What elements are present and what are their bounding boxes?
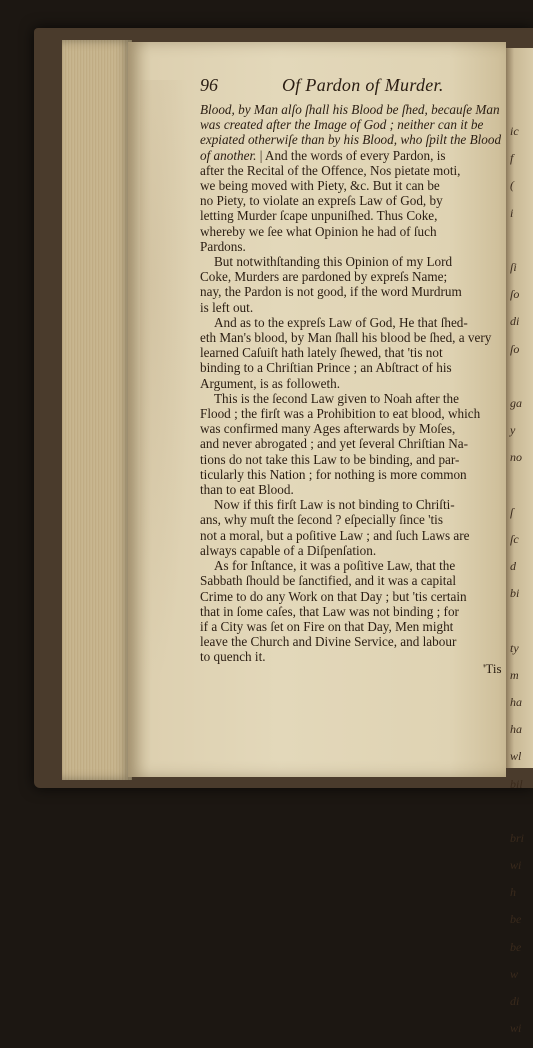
facing-page-fragment-text: f bbox=[510, 151, 514, 166]
facing-page-fragment-text: bri bbox=[510, 830, 525, 845]
text-line: than to eat Blood. bbox=[200, 482, 294, 498]
facing-page-fragment-text: be bbox=[510, 939, 522, 954]
text-line: Flood ; the firſt was a Prohibition to eat blood, which bbox=[200, 406, 481, 422]
text-line bbox=[200, 148, 500, 163]
facing-page-fragment-text: d bbox=[510, 559, 516, 573]
text-line: not a moral, but a poſitive Law ; and ſuch Laws are bbox=[200, 527, 470, 543]
facing-page-fragment-text: y bbox=[510, 423, 516, 438]
text-line: if a City was ſet on Fire on that Day, Men might bbox=[200, 618, 454, 634]
facing-page-fragment-text: ga bbox=[510, 395, 522, 410]
text-fragment: of another. bbox=[200, 147, 257, 163]
page-edges bbox=[62, 40, 132, 780]
text-line: is left out. bbox=[200, 299, 254, 315]
text-line: to quench it. bbox=[200, 649, 266, 665]
text-line: Crime to do any Work on that Day ; but 'tis certain bbox=[200, 588, 467, 604]
text-line: learned Caſuiſt hath lately ſhewed, that 'tis not bbox=[200, 345, 443, 361]
facing-page-fragment-text: ſo bbox=[510, 341, 520, 356]
text-line: letting Murder ſcape unpuniſhed. Thus Coke, bbox=[200, 208, 438, 224]
text-fragment: | And the words of every Pardon, is bbox=[259, 147, 446, 163]
facing-page-fragment-text: ſc bbox=[510, 531, 519, 546]
text-line: Argument, is as followeth. bbox=[200, 375, 341, 391]
page-text bbox=[200, 75, 502, 665]
text-line: tions do not take this Law to be binding, and par- bbox=[200, 451, 460, 467]
text-line: was created after the Image of God ; neither can it be bbox=[200, 117, 484, 133]
page-number: 96 bbox=[200, 75, 218, 95]
text-line: nay, the Pardon is not good, if the word Murdrum bbox=[200, 284, 462, 300]
facing-page-fragment-text bbox=[506, 477, 533, 504]
facing-page-fragment-text: be bbox=[510, 912, 522, 927]
facing-page-fragment bbox=[506, 48, 533, 1036]
facing-page-fragment-text: ic bbox=[510, 124, 519, 138]
facing-page-fragment-text: bi bbox=[510, 586, 520, 601]
text-line: eth Man's blood, by Man ſhall his blood be ſhed, a very bbox=[200, 330, 492, 346]
text-line: leave the Church and Divine Service, and labour bbox=[200, 634, 457, 650]
text-line: binding to a Chriſtian Prince ; an Abſtract of his bbox=[200, 360, 452, 376]
facing-page-fragment-text: wl bbox=[510, 749, 522, 764]
facing-page-fragment-text: i bbox=[510, 205, 514, 220]
text-line: Now if this firſt Law is not binding to Chriſti- bbox=[214, 497, 455, 513]
text-line: after the Recital of the Offence, Nos pietate moti, bbox=[200, 162, 461, 178]
text-line: Blood, by Man alſo ſhall his Blood be ſhed, becauſe Man bbox=[200, 102, 500, 117]
facing-page-fragment-text: wi bbox=[510, 1021, 522, 1036]
facing-page-fragment-text bbox=[506, 804, 533, 831]
text-line: Pardons. bbox=[200, 238, 246, 254]
text-line: But notwithſtanding this Opinion of my Lord bbox=[214, 254, 453, 270]
text-line: always capable of a Diſpenſation. bbox=[200, 542, 377, 558]
text-line: was confirmed many Ages afterwards by Moſes, bbox=[200, 421, 456, 437]
page-header bbox=[200, 75, 500, 102]
facing-page-fragment-text: no bbox=[510, 450, 522, 465]
facing-page-fragment-text: di bbox=[510, 314, 520, 329]
facing-page-fragment-text: ty bbox=[510, 640, 519, 655]
page-stain bbox=[140, 80, 200, 760]
facing-page-fragment-text bbox=[506, 233, 533, 260]
facing-page-fragment-text: bil bbox=[510, 776, 523, 791]
facing-page-fragment-text: wi bbox=[510, 858, 522, 873]
facing-page-fragment-text: h bbox=[510, 885, 516, 900]
text-line: Coke, Murders are pardoned by expreſs Name; bbox=[200, 269, 448, 285]
text-line: Sabbath ſhould be ſanctified, and it was a capital bbox=[200, 573, 456, 589]
facing-page-fragment-text: ha bbox=[510, 694, 522, 709]
text-line: we being moved with Piety, &c. But it can be bbox=[200, 178, 440, 194]
facing-page-fragment-text: di bbox=[510, 994, 520, 1008]
text-line: and never abrogated ; and yet ſeveral Chriſtian Na- bbox=[200, 436, 469, 452]
text-line: expiated otherwiſe than by his Blood, who ſpilt the Blood bbox=[200, 132, 502, 148]
text-line: whereby we ſee what Opinion he had of ſuch bbox=[200, 223, 437, 239]
facing-page-fragment-text: m bbox=[510, 667, 519, 682]
text-line: ans, why muſt the ſecond ? eſpecially ſince 'tis bbox=[200, 512, 443, 528]
facing-page-fragment-text: ( bbox=[510, 178, 514, 193]
facing-page-fragment-text: ſ bbox=[510, 504, 514, 519]
facing-page-fragment-text bbox=[506, 369, 533, 396]
facing-page-fragment-text: ſi bbox=[510, 259, 517, 274]
text-line: And as to the expreſs Law of God, He that ſhed- bbox=[214, 314, 468, 330]
facing-page-fragment-text: ſo bbox=[510, 287, 520, 302]
facing-page-fragment-text: ha bbox=[510, 722, 522, 737]
text-line: As for Inſtance, it was a poſitive Law, that the bbox=[214, 558, 456, 574]
facing-page-fragment-text bbox=[506, 613, 533, 640]
facing-page-fragment-text: w bbox=[510, 966, 519, 981]
text-line: that in ſome caſes, that Law was not binding ; for bbox=[200, 603, 459, 619]
running-head: Of Pardon of Murder. bbox=[282, 75, 444, 95]
text-line: no Piety, to violate an expreſs Law of God, by bbox=[200, 193, 443, 209]
text-line: ticularly this Nation ; for nothing is more common bbox=[200, 466, 467, 482]
text-line: This is the ſecond Law given to Noah after the bbox=[214, 390, 459, 406]
catchword: 'Tis bbox=[483, 661, 502, 676]
